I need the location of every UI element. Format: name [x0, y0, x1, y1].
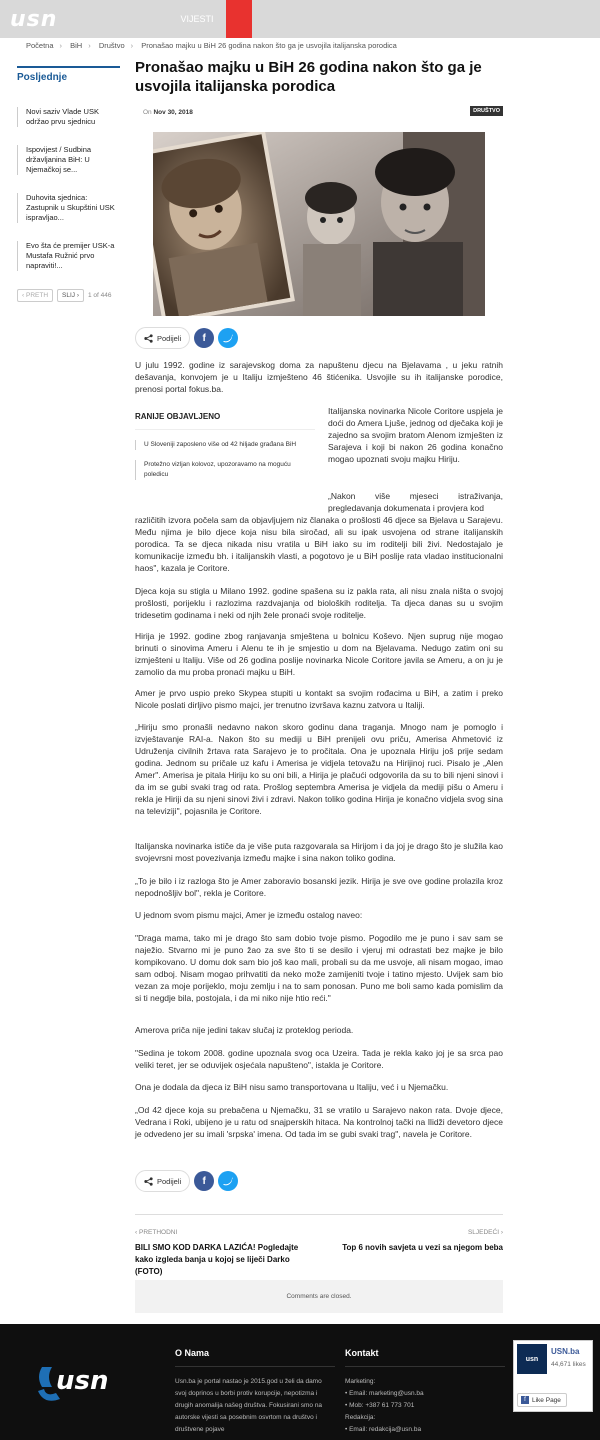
breadcrumb-sep: ›	[88, 41, 91, 50]
svg-text:usn: usn	[56, 1366, 109, 1396]
hero-photo-illustration	[153, 132, 485, 316]
article-paragraph: „Nakon više mjeseci istraživanja, pregledavanja dokumenata i provjera kod	[328, 491, 503, 513]
article-paragraph: Ona je dodala da djeca iz BiH nisu samo transportovana u Italiju, već i u Njemačku.	[135, 1082, 449, 1092]
prev-post-label: ‹ PRETHODNI	[135, 1229, 178, 1236]
share-bar-bottom	[135, 1170, 238, 1192]
share-button[interactable]	[135, 327, 190, 349]
article-lead: U julu 1992. godine iz sarajevskog doma za napuštenu djecu na Bjelavama , u jeku ratnih dešavanja, konvojem je u Italiju izmješteno 46 štićenika. Usvojile su ih italijanske porodice, prenosi portal fokus.ba.	[135, 360, 503, 394]
pager-next-button[interactable]: SLIJ ›	[57, 289, 84, 302]
sidebar-item[interactable]: Novi saziv Vlade USK održao prvu sjednicu	[17, 107, 120, 127]
article-paragraph: Amer je prvo uspio preko Skypea stupiti u kontakt sa svojim rođacima u BiH, a zatim i preko Nicole poslati dirljivo pismo majci, jer trenutno izvršava kaznu zatvora u Italiji.	[135, 688, 503, 710]
footer-divider	[345, 1366, 505, 1367]
related-title: RANIJE OBJAVLJENO	[135, 412, 315, 430]
nav-item-4[interactable]	[340, 0, 376, 38]
footer-contact-list	[345, 1376, 505, 1436]
article-paragraph: Djeca koja su stigla u Milano 1992. godine spašena su iz pakla rata, ali nisu znala ništa o svojoj prošlosti, porijeklu i razlozima razdvajanja od bioloških roditelja. Ta djeca danas su u svojim tridesetim godinama i neki od njih žele pronaći svoje roditelje.	[135, 586, 503, 620]
sidebar-list	[17, 107, 120, 271]
facebook-page-name[interactable]: USN.ba	[551, 1347, 580, 1356]
twitter-share-icon[interactable]	[218, 328, 238, 348]
footer-logo[interactable]	[34, 1353, 134, 1413]
related-box	[135, 412, 315, 480]
article-paragraph: "Draga mama, tako mi je drago što sam dobio tvoje pismo. Pogodilo me je puno i sav sam se naježio. Stvarno mi je puno žao za sve što ti se desilo i vjeruj mi odrastati bez majke je bilo kompikovano. U domu dok sam bio još kao mali, probali su da me usvoje, ali nisam mogao, imao sam odboj. Nisam mogao prihvatiti da neko može zamijeniti tvoje i tatino mjesto. Uvijek sam bio vezan za moje porijeklo, moju zemlju i na to sam ponosan. Puno me boli samo kada pomislim da si ti negdje bila, postojala, i da mi niko nije htio reći."	[135, 933, 503, 1003]
pager-count: 1 of 446	[88, 292, 112, 299]
contact-email-redakcija[interactable]: • Email: redakcija@usn.ba	[345, 1426, 422, 1433]
nav-item-6[interactable]	[428, 0, 478, 38]
nav-item-7[interactable]	[486, 0, 526, 38]
facebook-share-icon[interactable]: f	[194, 1171, 214, 1191]
share-label: Podijeli	[157, 333, 182, 343]
share-bar-top	[135, 327, 238, 349]
article-paragraph: „To je bilo i iz razloga što je Amer zaboravio bosanski jezik. Hirija je sve ove godine prolazila kroz nepodnošljiv bol", rekla je Coritore.	[135, 876, 503, 898]
sidebar-pager	[17, 289, 120, 302]
breadcrumb-sep: ›	[130, 41, 134, 50]
post-navigation	[135, 1214, 503, 1284]
article-paragraph: „Hiriju smo pronašli nedavno nakon skoro godinu dana traganja. Mnogo nam je pomoglo i izvještavanje RAI-a. Nakon što su mediji u BiH prenijeli ovu priču, Amerisa Ahmetović iz Udruženja civilnih žrtava rata Sarajevo je to pročitala. Ona je upoznala Hiriju još prije sedam godina. Jednom su pričale uz kafu i Amerisa je vidjela tetovažu na Hirijinoj ruci. Pisalo je „Alen Amer". Amerisa je pitala Hiriju ko su oni bili, a Hirija je plačući odgovorila da su to bili njeni sinovi i da im se gubi svaki trag od rata. Prošlog septembra Amerisa je vidjela da mediji pišu o Ameru i rekla je Hiriji da su njeni sinovi živi i zdravi. Nakon toliko godina Hirija je konačno vidjela svog sina na televiziji", pojasnila je Coritore.	[135, 722, 503, 816]
footer-about-title: O Nama	[175, 1348, 210, 1358]
article-paragraph: U jednom svom pismu majci, Amer je između ostalog naveo:	[135, 910, 363, 920]
hero-image	[153, 132, 485, 316]
facebook-share-icon[interactable]: f	[194, 328, 214, 348]
footer	[0, 1324, 600, 1440]
article-paragraph: različitih izvora počela sam da objavljujem niz članaka o prošlosti 46 djece sa Bjelava u Sarajevu. Među njima je bilo djece koja nisu bila siročad, ali su ipak usvojena od strane italijanskih porodica. Ta se djeca nikada nisu vratila u BiH iako su im roditelji bili živi. Nedostajalo je komunikacije između bh. i italijanskih vlasti, a pogotovo je u BiH poslije rata vladao institucionalni haos", kazala je Coritore.	[135, 515, 503, 573]
sidebar-item[interactable]: Evo šta će premijer USK-a Mustafa Ružnić prvo napraviti!...	[17, 241, 120, 271]
facebook-like-count: 44,671 likes	[551, 1361, 586, 1368]
facebook-page-thumbnail: usn	[517, 1344, 547, 1374]
comments-closed-notice: Comments are closed.	[135, 1280, 503, 1313]
breadcrumb-drustvo[interactable]: Društvo	[98, 41, 125, 50]
breadcrumb	[26, 41, 403, 50]
sidebar-title: Posljednje	[17, 66, 120, 89]
next-post-label: SLJEDEĆI ›	[467, 1229, 503, 1236]
article-paragraph: Hirija je 1992. godine zbog ranjavanja smještena u bolnicu Koševo. Njen suprug nije mogao brinuti o sinovima Ameru i Alenu te ih je smjestio u dom na Bjelavama. Nedugo zatim oni su izmješteni u Italiju. Više od 26 godina poslije novinarka Nicole Coritore javila se Ameru, a on ju je zamolio da mu proba pronaći majku u BiH.	[135, 631, 503, 677]
prev-post-link[interactable]: BILI SMO KOD DARKA LAZIĆA! Pogledajte kako izgleda banja u kojoj se liječi Darko (FOTO)	[135, 1243, 299, 1276]
footer-about-text: Usn.ba je portal nastao je 2015.god u želi da damo svoj doprinos u borbi protiv korupcije, nepotizma i drugih anomalija našeg društva. Fokusirani smo na autorske vijesti sa posebnim osvrtom na društvo i društvene pojave	[175, 1378, 323, 1433]
related-item[interactable]: Protežno vizljan kolovoz, upozoravamo na moguću poledicu	[135, 460, 315, 480]
category-badge[interactable]: DRUŠTVO	[470, 106, 503, 116]
breadcrumb-home[interactable]: Početna	[26, 41, 54, 50]
top-header	[0, 0, 600, 38]
nav-item-2[interactable]	[258, 0, 284, 38]
breadcrumb-current: Pronašao majku u BiH 26 godina nakon što ga je usvojila italijanska porodica	[141, 41, 397, 50]
article-title: Pronašao majku u BiH 26 godina nakon što ga je usvojila italijanska porodica	[135, 59, 482, 95]
share-label: Podijeli	[157, 1176, 182, 1186]
sidebar-item[interactable]: Duhovita sjednica: Zastupnik u Skupštini USK ispravljao...	[17, 193, 120, 223]
breadcrumb-bih[interactable]: BiH	[70, 41, 83, 50]
article-header	[135, 58, 503, 116]
facebook-icon: f	[521, 1396, 529, 1404]
nav-item-5[interactable]	[384, 0, 420, 38]
next-post-link[interactable]: Top 6 novih savjeta u vezi sa njegom beba	[342, 1243, 503, 1252]
footer-contact-title: Kontakt	[345, 1348, 379, 1358]
footer-divider	[175, 1366, 335, 1367]
contact-phone[interactable]: • Mob: +387 61 773 701	[345, 1402, 415, 1409]
twitter-share-icon[interactable]	[218, 1171, 238, 1191]
article-paragraph: Italijanska novinarka ističe da je više puta razgovarala sa Hirijom i da joj je drago što je služila kao svojevrsni most povezivanja između majke i sina nakon toliko godina.	[135, 841, 503, 863]
contact-line: Marketing:	[345, 1378, 376, 1385]
nav-item-3[interactable]	[296, 0, 332, 38]
twitter-icon	[223, 334, 233, 343]
site-logo[interactable]: usn	[10, 6, 58, 32]
facebook-like-button[interactable]: f Like Page	[517, 1393, 567, 1407]
share-icon	[144, 1177, 153, 1186]
share-button[interactable]	[135, 1170, 190, 1192]
pager-prev-button[interactable]: ‹ PRETH	[17, 289, 53, 302]
share-icon	[144, 334, 153, 343]
nav-item-active[interactable]	[226, 0, 252, 38]
twitter-icon	[223, 1177, 233, 1186]
facebook-page-widget[interactable]	[513, 1340, 593, 1412]
breadcrumb-sep: ›	[59, 41, 63, 50]
article-paragraph: Amerova priča nije jedini takav slučaj iz proteklog perioda.	[135, 1025, 354, 1035]
contact-email-marketing[interactable]: • Email: marketing@usn.ba	[345, 1390, 424, 1397]
article-paragraph: „Od 42 djece koja su prebačena u Njemačku, 31 se vratilo u Sarajevo nakon rata. Dvoje djece, Vedrana i Roki, ubijeno je u ratu od snajperskih hitaca. Na kontrolnoj tački na Ilidži devetoro djece je odvedeno jer su imali 'srpska' imena. Od tada im se gubi svaki trag", navela je Coritore.	[135, 1105, 503, 1139]
article-date: Nov 30, 2018	[153, 109, 193, 116]
article-paragraph: "Sedina je tokom 2008. godine upoznala svog oca Uzeira. Tada je rekla kako joj je sa srca pao veliki teret, jer se oduvijek osjećala napušteno", istakla je Coritore.	[135, 1048, 503, 1070]
nav-item-vijesti[interactable]: VIJESTI	[180, 14, 214, 24]
article-meta	[143, 109, 193, 116]
meta-on: On	[143, 109, 152, 116]
contact-line: Redakcija:	[345, 1414, 376, 1421]
sidebar	[17, 66, 120, 302]
related-item[interactable]: U Sloveniji zaposleno više od 42 hiljade građana BiH	[135, 440, 315, 450]
sidebar-item[interactable]: Ispovijest / Sudbina državljanina BiH: U Njemačkoj se...	[17, 145, 120, 175]
article-paragraph: Italijanska novinarka Nicole Coritore uspjela je doći do Amera Ljuše, jednog od dječaka koji je zajedno sa svojim bratom Alenom izmješten iz Sarajeva i koji bi nakon 26 godina konačno mogao upoznati svoju majku Hiriju.	[328, 406, 503, 464]
